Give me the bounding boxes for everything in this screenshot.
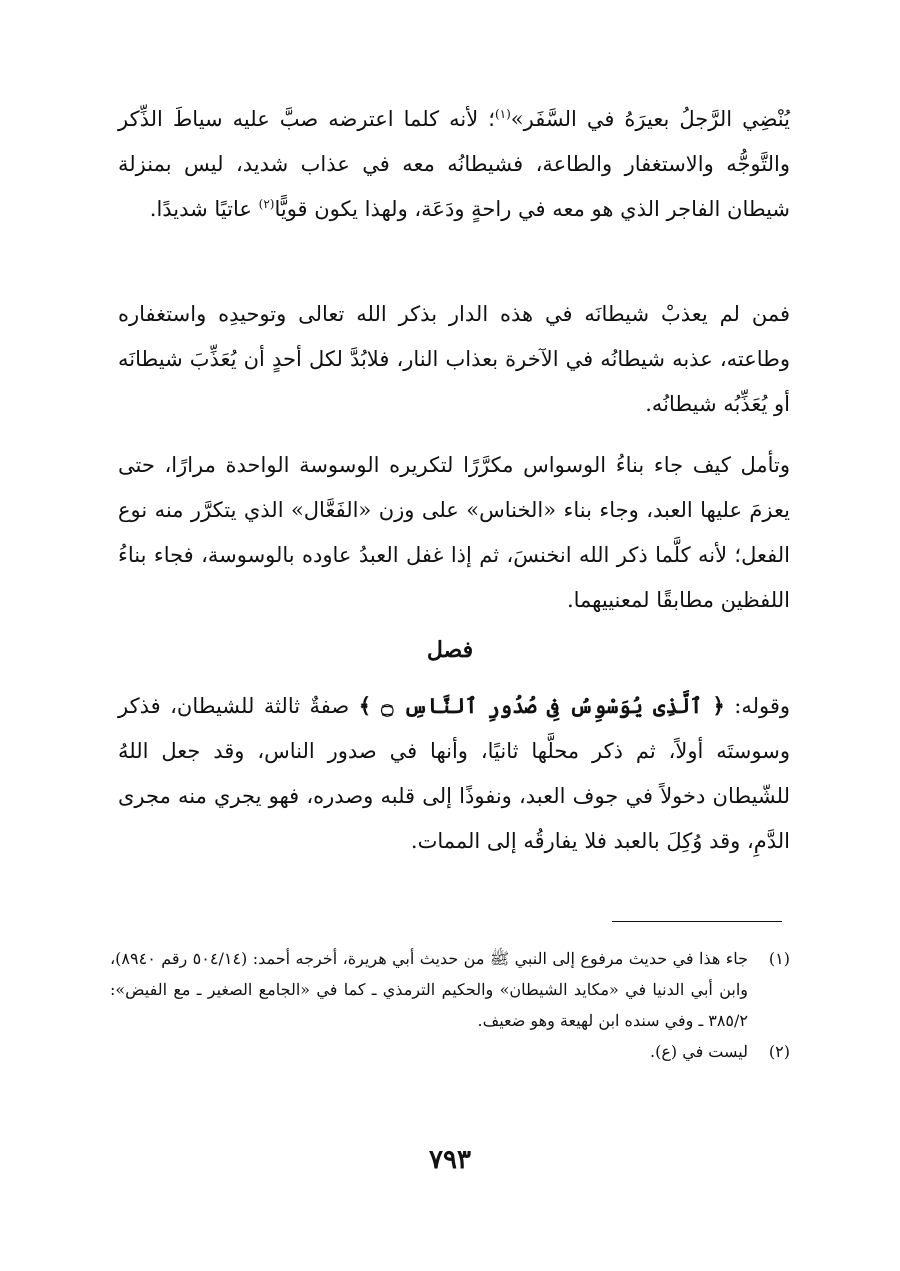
footnote-ref-1[interactable]: (١) — [494, 107, 511, 121]
paragraph-4 — [118, 683, 790, 864]
paragraph-1-text-a: يُنْضِي الرَّجلُ بعيرَهُ في السَّفَر» — [510, 107, 790, 131]
paragraph-1-text-c: عاتيًا شديدًا. — [149, 197, 259, 221]
footnote-2 — [110, 1036, 790, 1067]
quran-verse: ﴿ ٱلَّذِى يُوَسْوِسُ فِى صُدُورِ ٱلنَّاسِ ۝ ﴾ — [358, 693, 725, 718]
paragraph-1 — [118, 97, 790, 232]
footnote-1 — [110, 943, 790, 1036]
footnote-ref-2[interactable]: (٢) — [258, 197, 275, 211]
paragraph-4-rest: صفةٌ ثالثة للشيطان، فذكر وسوستَه أولاً، ثم ذكر محلَّها ثانيًا، وأنها في صدور الناس، وقد جعل اللهُ للشّيطان دخولاً في جوف العبد، ونفوذًا إلى قلبه وصدره، فهو يجري منه مجرى الدَّمِ، وقد وُكِلَ بالعبد فلا يفارقُه إلى الممات. — [118, 694, 790, 853]
page-number: ٧٩٣ — [429, 1145, 471, 1175]
footnote-2-number: (٢) — [768, 1042, 790, 1061]
paragraph-4-lead: وقوله: — [724, 694, 791, 718]
footnote-1-text: جاء هذا في حديث مرفوع إلى النبي ﷺ من حديث أبي هريرة، أخرجه أحمد: (٥٠٤/١٤ رقم ٨٩٤٠)، وابن أبي الدنيا في «مكايد الشيطان» والحكيم الترمذي ـ كما في «الجامع الصغير ـ مع الفيض»: ٣٨٥/٢ ـ وفي سنده ابن لهيعة وهو ضعيف. — [110, 949, 748, 1030]
section-heading: فصل — [426, 637, 474, 663]
footnote-divider — [612, 921, 782, 922]
footnotes — [110, 943, 790, 1067]
footnote-1-number: (١) — [768, 949, 790, 968]
paragraph-1-text-b: ؛ لأنه كلما اعترضه صبَّ عليه سياطَ الذِّكر والتَّوجُّه والاستغفار والطاعة، فشيطانُه معه في عذاب شديد، ليس بمنزلة شيطان الفاجر الذي هو معه في راحةٍ ودَعَة، ولهذا يكون قويًّا — [118, 107, 790, 221]
footnote-2-text: ليست في (ع). — [650, 1042, 748, 1061]
paragraph-2: فمن لم يعذبْ شيطانَه في هذه الدار بذكر الله تعالى وتوحيدِه واستغفاره وطاعته، عذبه شيطانُه في الآخرة بعذاب النار، فلابُدَّ لكل أحدٍ أن يُعَذِّبَ شيطانَه أو يُعَذِّبُه شيطانُه. — [118, 302, 790, 416]
paragraph-3: وتأمل كيف جاء بناءُ الوسواس مكرَّرًا لتكريره الوسوسة الواحدة مرارًا، حتى يعزمَ عليها العبد، وجاء بناء «الخناس» على وزن «الفَعَّال» الذي يتكرَّر منه نوع الفعل؛ لأنه كلَّما ذكر الله انخنسَ، ثم إذا غفل العبدُ عاوده بالوسوسة، فجاء بناءُ اللفظين مطابقًا لمعنييهما. — [118, 453, 790, 612]
